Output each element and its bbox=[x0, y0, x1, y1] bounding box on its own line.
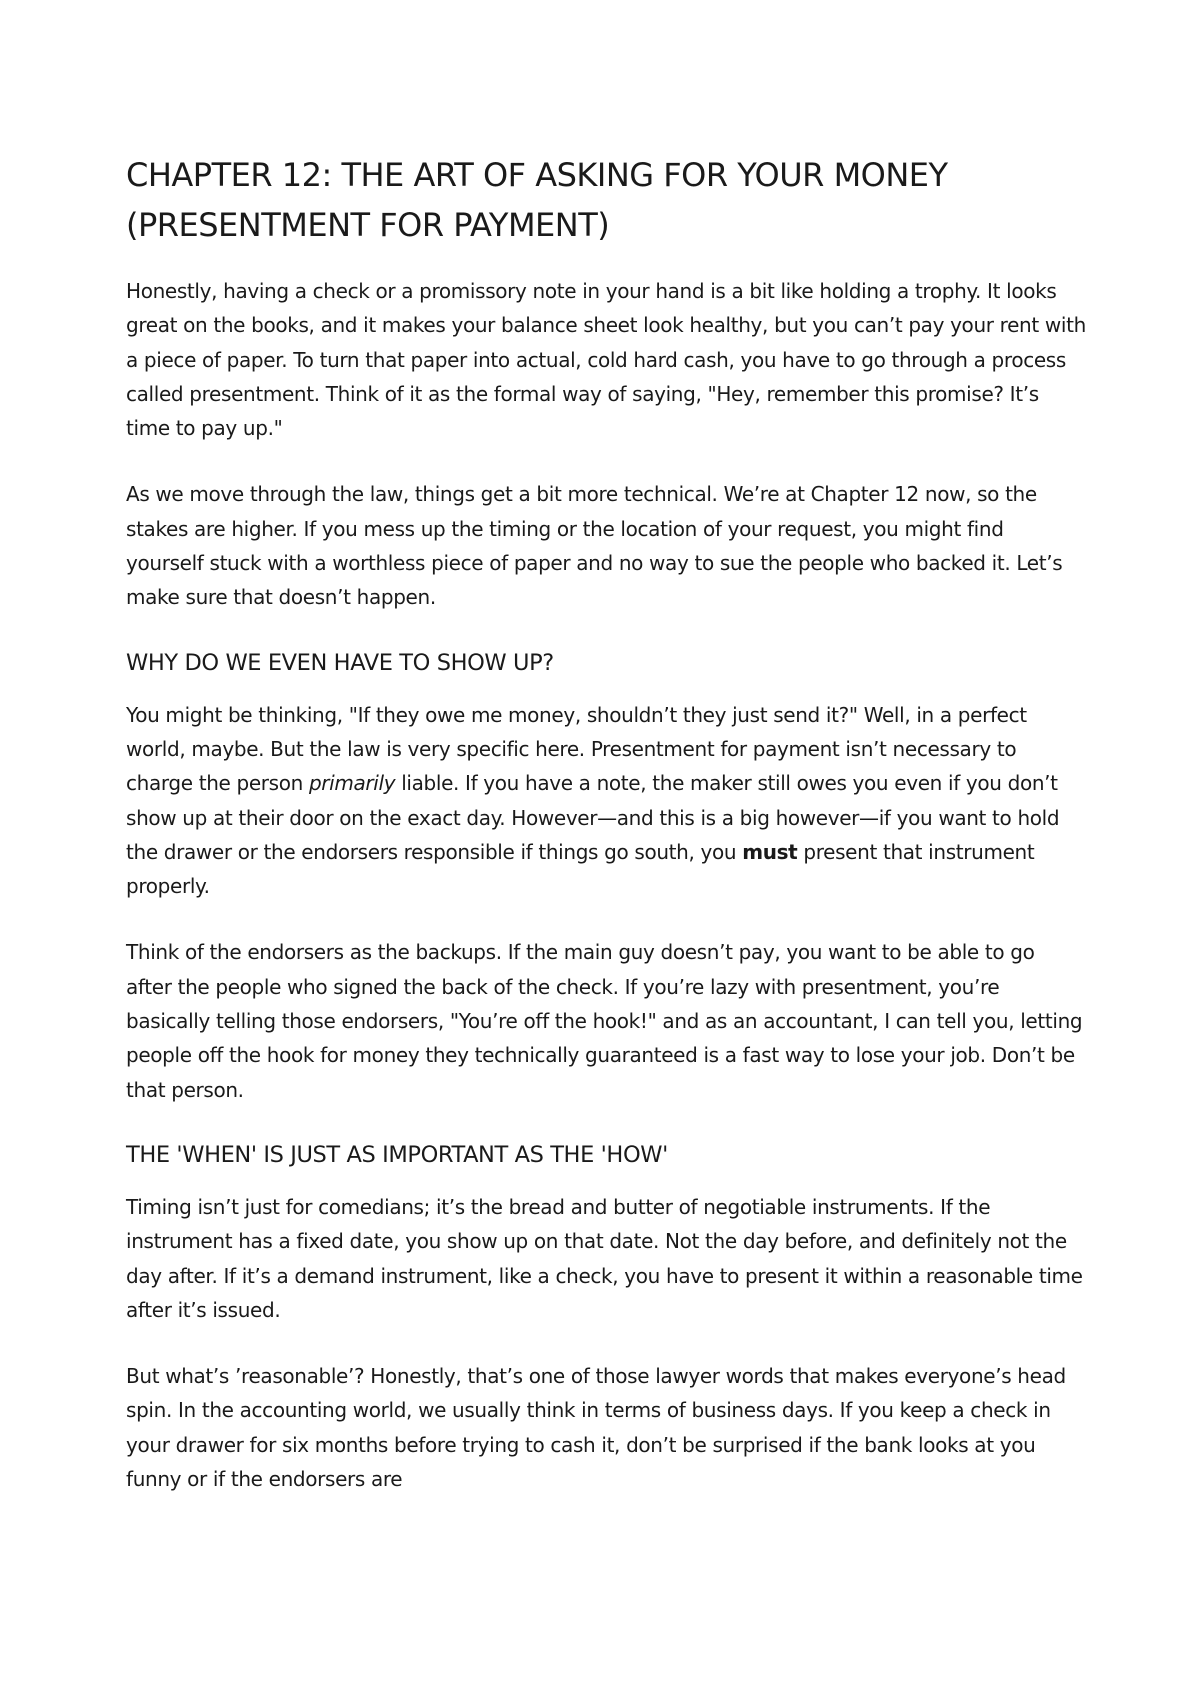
strong-must: must bbox=[742, 839, 798, 864]
chapter-title: CHAPTER 12: THE ART OF ASKING FOR YOUR MONEY (PRESENTMENT FOR PAYMENT) bbox=[126, 156, 948, 244]
section-heading-when-how: THE 'WHEN' IS JUST AS IMPORTANT AS THE 'HOW' bbox=[126, 1141, 668, 1168]
emphasis-primarily: primarily bbox=[308, 771, 396, 796]
section1-paragraph-2: Think of the endorsers as the backups. If the main guy doesn’t pay, you want to be able to go after the people who signed the back of the check. If you’re lazy with presentment, you’re basically telling those endorsers, "You’re off the hook!" and as an accountant, I can tell you, letting people off the hook for money they technically guaranteed is a fast way to lose your job. Don’t be that person. bbox=[126, 940, 1083, 1102]
section-heading-why-show-up: WHY DO WE EVEN HAVE TO SHOW UP? bbox=[126, 649, 554, 676]
section1-p1-text-a: You might be thinking, "If they owe me money, shouldn’t they just send it?" Well, in a perfect world, maybe. But the law is very specific here. Presentment for payment isn’t necessary to charge the person bbox=[126, 702, 1027, 796]
section1-p1-text-c: present that instrument properly. bbox=[126, 839, 1035, 899]
section1-p1-text-b: liable. If you have a note, the maker still owes you even if you don’t show up at their door on the exact day. However—and this is a big however—if you want to hold the drawer or the endorsers responsible if things go south, you bbox=[126, 771, 1060, 864]
intro-paragraph-2: As we move through the law, things get a bit more technical. We’re at Chapter 12 now, so the stakes are higher. If you mess up the timing or the location of your request, you might find yourself stuck with a worthless piece of paper and no way to sue the people who backed it. Let’s make sure that doesn’t happen. bbox=[126, 482, 1063, 610]
document-page bbox=[126, 150, 1086, 1496]
intro-paragraph-1: Honestly, having a check or a promissory note in your hand is a bit like holding a trophy. It looks great on the books, and it makes your balance sheet look healthy, but you can’t pay your rent with a piece of paper. To turn that paper into actual, cold hard cash, you have to go through a process called presentment. Think of it as the formal way of saying, "Hey, remember this promise? It’s time to pay up." bbox=[126, 279, 1086, 441]
section1-paragraph-1 bbox=[126, 698, 1086, 904]
section2-paragraph-2: But what’s ’reasonable’? Honestly, that’s one of those lawyer words that makes everyone’s head spin. In the accounting world, we usually think in terms of business days. If you keep a check in your drawer for six months before trying to cash it, don’t be surprised if the bank looks at you funny or if the endorsers are bbox=[126, 1364, 1066, 1492]
section2-paragraph-1: Timing isn’t just for comedians; it’s the bread and butter of negotiable instruments. If the instrument has a fixed date, you show up on that date. Not the day before, and definitely not the day after. If it’s a demand instrument, like a check, you have to present it within a reasonable time after it’s issued. bbox=[126, 1194, 1083, 1322]
